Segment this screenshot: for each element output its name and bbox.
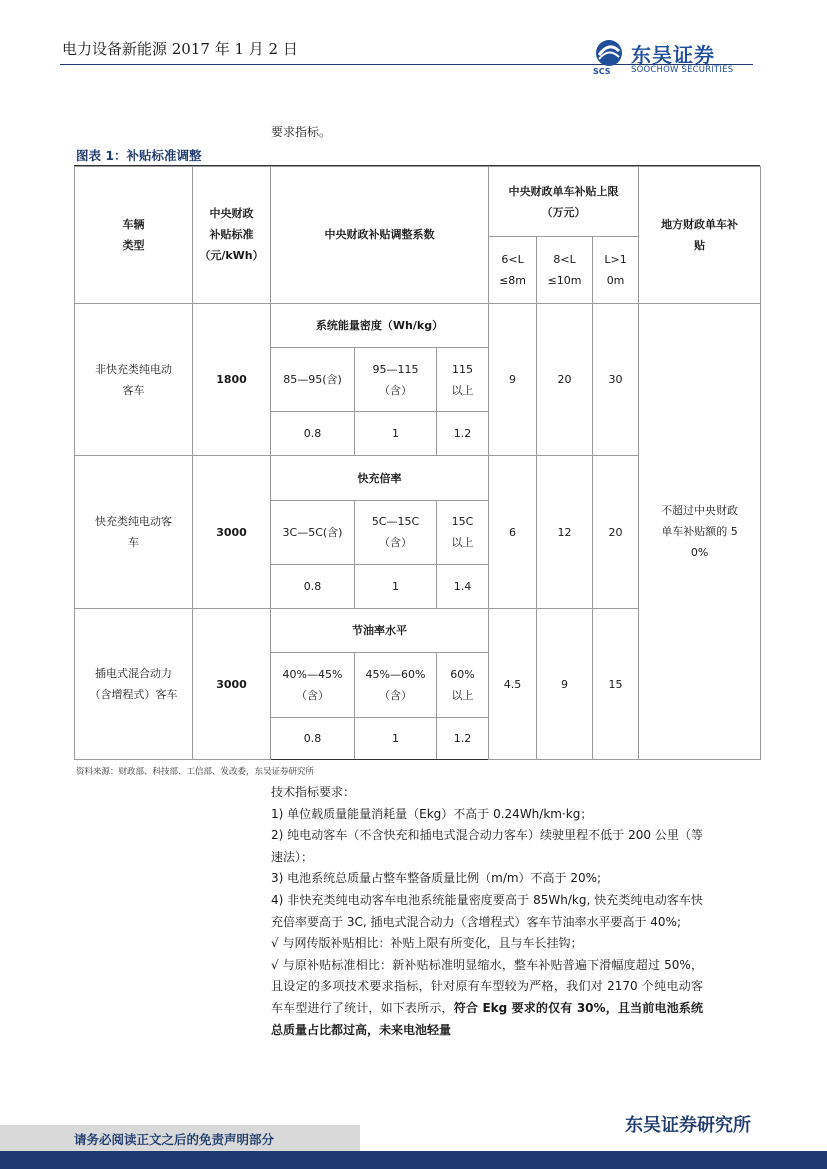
central-standard-cell: 3000	[193, 609, 271, 760]
header-vehicle-type: 车辆 类型	[75, 167, 193, 304]
cap-cell: 6	[489, 456, 537, 609]
range-cell: 5C—15C （含）	[355, 500, 437, 564]
footer-org: 东吴证券研究所	[625, 1115, 751, 1136]
range-cell: 3C—5C(含)	[271, 500, 355, 564]
table-row	[75, 303, 761, 347]
range-cell: 45%—60% （含）	[355, 653, 437, 717]
logo-scs: SCS	[593, 67, 611, 76]
paragraph: √ 与网传版补贴相比：补贴上限有所变化，且与车长挂钩；	[271, 936, 583, 951]
vehicle-type-cell: 插电式混合动力 （含增程式）客车	[75, 609, 193, 760]
vehicle-type-cell: 快充类纯电动客 车	[75, 456, 193, 609]
footer-disclaimer: 请务必阅读正文之后的免责声明部分	[74, 1132, 275, 1147]
coef-cell: 1	[355, 717, 437, 759]
cap-cell: 12	[537, 456, 593, 609]
range-cell: 115 以上	[437, 347, 489, 411]
range-cell: 60% 以上	[437, 653, 489, 717]
paragraph: 2) 纯电动客车（不含快充和插电式混合动力客车）续驶里程不低于 200 公里（等速法）；	[271, 828, 703, 864]
paragraph: 4) 非快充类纯电动客车电池系统能量密度要高于 85Wh/kg, 快充类纯电动客车快充倍率要高于 3C, 插电式混合动力（含增程式）客车节油率水平要高于 40%;	[271, 892, 703, 929]
coef-cell: 1.2	[437, 412, 489, 456]
body-text	[271, 782, 703, 1041]
table-header-row	[75, 167, 761, 237]
header-adjust-coef: 中央财政补贴调整系数	[271, 167, 489, 304]
logo-en-name: SOOCHOW SECURITIES	[631, 65, 734, 75]
company-logo	[593, 39, 759, 79]
header-local: 地方财政单车补 贴	[639, 167, 761, 304]
logo-mark-icon	[593, 39, 625, 69]
figure-source: 资料来源：财政部、科技部、工信部、发改委，东吴证券研究所	[76, 767, 315, 777]
cap-cell: 30	[593, 303, 639, 456]
coef-cell: 1.4	[437, 564, 489, 608]
footer-navy-band	[0, 1151, 827, 1169]
range-cell: 40%—45% （含）	[271, 653, 355, 717]
paragraph-normal: √ 与原补贴标准相比：新补贴标准明显缩水，整车补贴普遍下滑幅度超过 50%，且设定的多项技术要求指标，针对原有车型较为严格，我们对 2170 个纯电动客车车型进行了统计，如下表所示，	[271, 957, 703, 1015]
paragraph: 3) 电池系统总质量占整车整备质量比例（m/m）不高于 20%;	[271, 871, 602, 886]
header-cap-group: 中央财政单车补贴上限 （万元）	[489, 167, 639, 237]
coef-cell: 1.2	[437, 717, 489, 759]
figure-title: 图表 1：补贴标准调整	[76, 148, 202, 163]
local-subsidy-cell: 不超过中央财政 单车补贴额的 5 0%	[639, 303, 761, 759]
range-cell: 85—95(含)	[271, 347, 355, 411]
paragraph-highlight: 符合 Ekg 要求的仅有 30%，且当前电池系统总质量占比都过高，未来电池轻量	[271, 1000, 703, 1037]
coef-cell: 0.8	[271, 717, 355, 759]
range-cell: 95—115 （含）	[355, 347, 437, 411]
metric-cell: 系统能量密度（Wh/kg）	[271, 303, 489, 347]
header-cap-8-10: 8<L ≤10m	[537, 237, 593, 303]
coef-cell: 0.8	[271, 564, 355, 608]
logo-cn-name: 东吴证券	[631, 43, 715, 67]
paragraph: 技术指标要求：	[271, 785, 356, 799]
subsidy-table	[74, 166, 761, 760]
central-standard-cell: 3000	[193, 456, 271, 609]
vehicle-type-cell: 非快充类纯电动 客车	[75, 303, 193, 456]
header-cap-10plus: L>1 0m	[593, 237, 639, 303]
cap-cell: 20	[593, 456, 639, 609]
cap-cell: 9	[537, 609, 593, 760]
paragraph: 1) 单位载质量能量消耗量（Ekg）不高于 0.24Wh/km·kg；	[271, 806, 593, 821]
coef-cell: 0.8	[271, 412, 355, 456]
coef-cell: 1	[355, 412, 437, 456]
metric-cell: 节油率水平	[271, 609, 489, 653]
central-standard-cell: 1800	[193, 303, 271, 456]
range-cell: 15C 以上	[437, 500, 489, 564]
coef-cell: 1	[355, 564, 437, 608]
header-title: 电力设备新能源 2017 年 1 月 2 日	[62, 40, 298, 58]
cap-cell: 9	[489, 303, 537, 456]
header-cap-6-8: 6<L ≤8m	[489, 237, 537, 303]
cap-cell: 15	[593, 609, 639, 760]
cap-cell: 20	[537, 303, 593, 456]
metric-cell: 快充倍率	[271, 456, 489, 500]
intro-text: 要求指标。	[271, 125, 332, 139]
cap-cell: 4.5	[489, 609, 537, 760]
header-central-standard: 中央财政 补贴标准 （元/kWh）	[193, 167, 271, 304]
paragraph	[271, 955, 703, 1041]
